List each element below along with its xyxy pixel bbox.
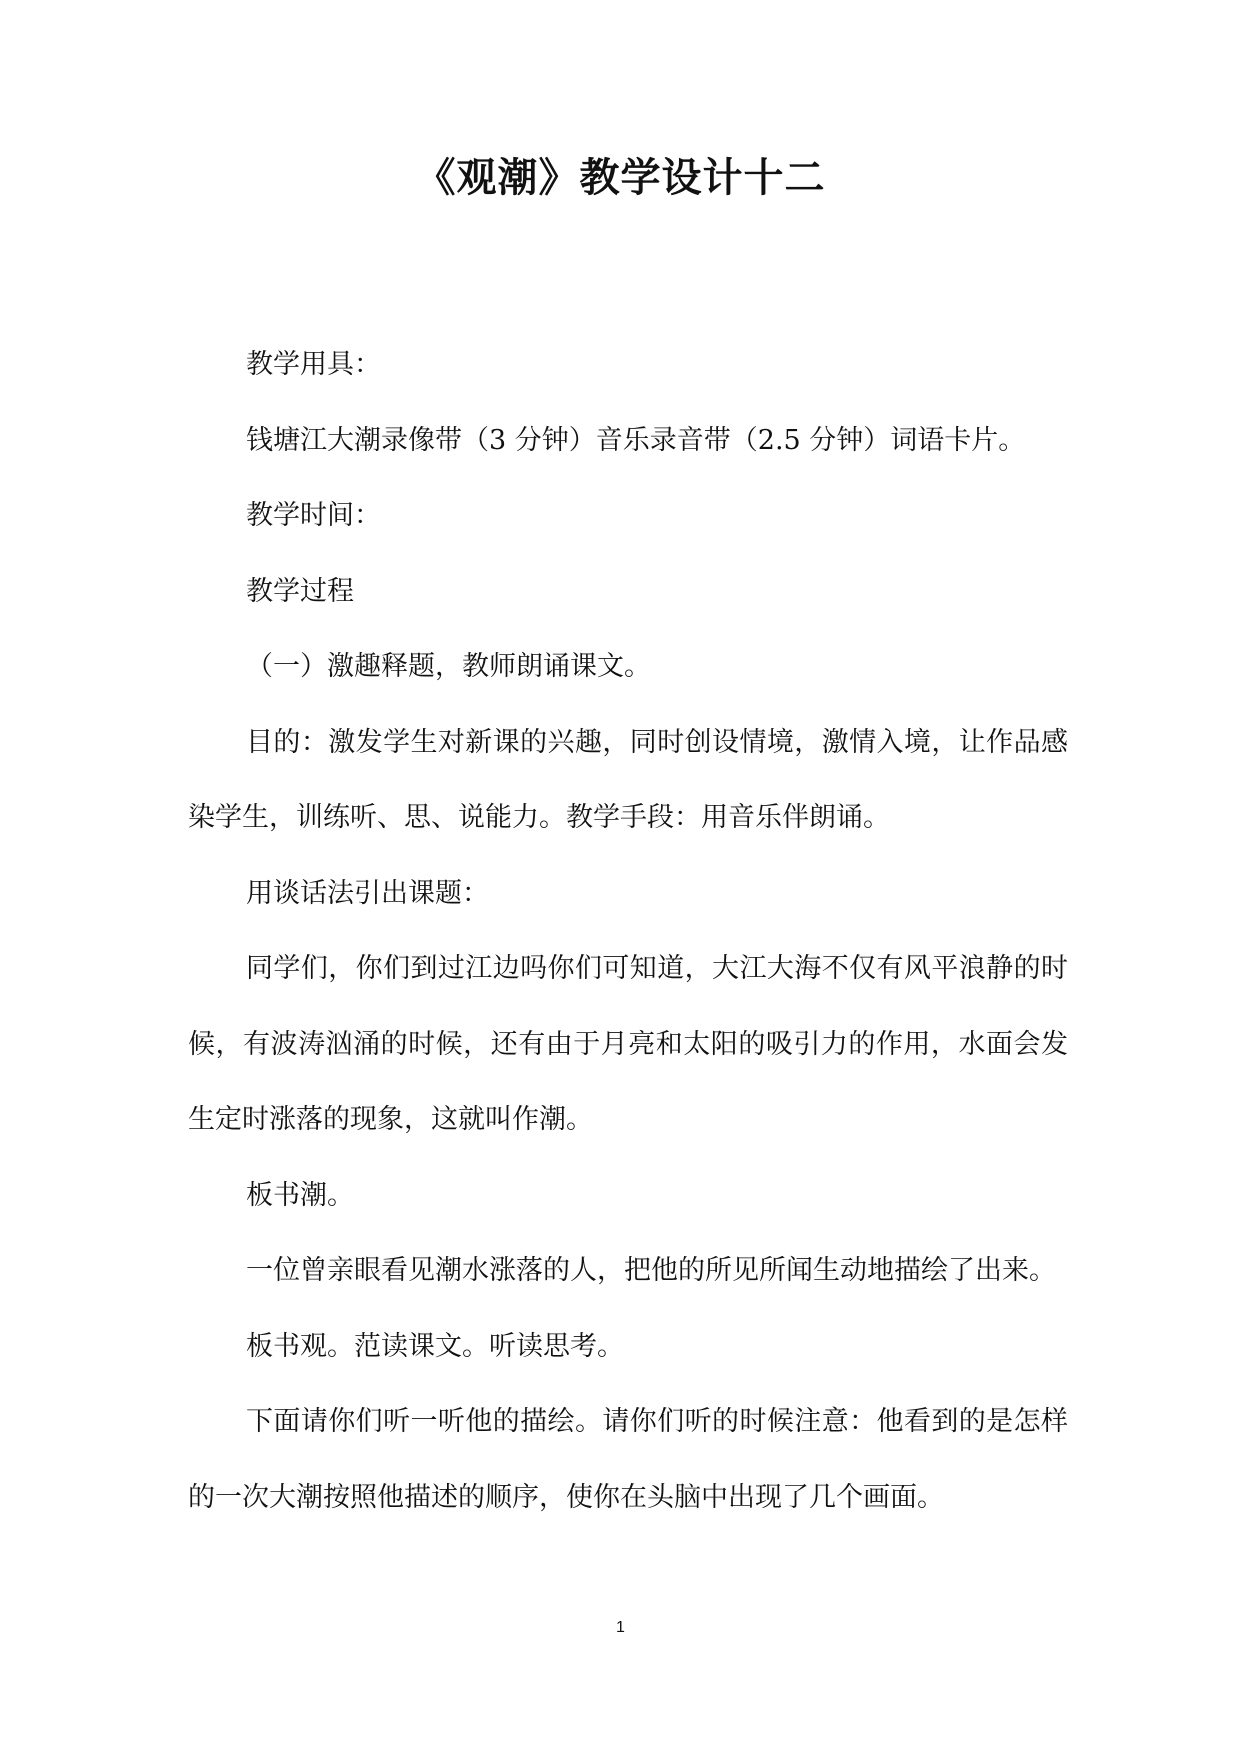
paragraph-listen-instructions: 下面请你们听一听他的描绘。请你们听的时候注意：他看到的是怎样的一次大潮按照他描述的顺序，使你在头脑中出现了几个画面。 [188, 1406, 1068, 1513]
paragraph-purpose: 目的：激发学生对新课的兴趣，同时创设情境，激情入境，让作品感染学生，训练听、思、说能力。教学手段：用音乐伴朗诵。 [188, 726, 1068, 833]
paragraph-section-one: （一）激趣释题，教师朗诵课文。 [246, 651, 651, 682]
paragraph-teaching-tools-heading: 教学用具： [246, 349, 381, 380]
paragraph-tide-explanation: 同学们，你们到过江边吗你们可知道，大江大海不仅有风平浪静的时候，有波涛汹涌的时候，还有由于月亮和太阳的吸引力的作用，水面会发生定时涨落的现象，这就叫作潮。 [188, 953, 1068, 1135]
document-title: 《观潮》教学设计十二 [415, 154, 826, 201]
paragraph-teaching-time-heading: 教学时间： [246, 500, 381, 531]
page-number: 1 [616, 1619, 625, 1636]
paragraph-teaching-process-heading: 教学过程 [246, 575, 354, 607]
paragraph-intro-method: 用谈话法引出课题： [246, 877, 489, 909]
paragraph-eyewitness: 一位曾亲眼看见潮水涨落的人，把他的所见所闻生动地描绘了出来。 [246, 1255, 1056, 1286]
paragraph-board-watch: 板书观。范读课文。听读思考。 [246, 1330, 624, 1362]
paragraph-teaching-tools: 钱塘江大潮录像带（3 分钟）音乐录音带（2.5 分钟）词语卡片。 [246, 424, 1026, 456]
paragraph-board-tide: 板书潮。 [246, 1179, 354, 1211]
document-body [188, 327, 1068, 1535]
